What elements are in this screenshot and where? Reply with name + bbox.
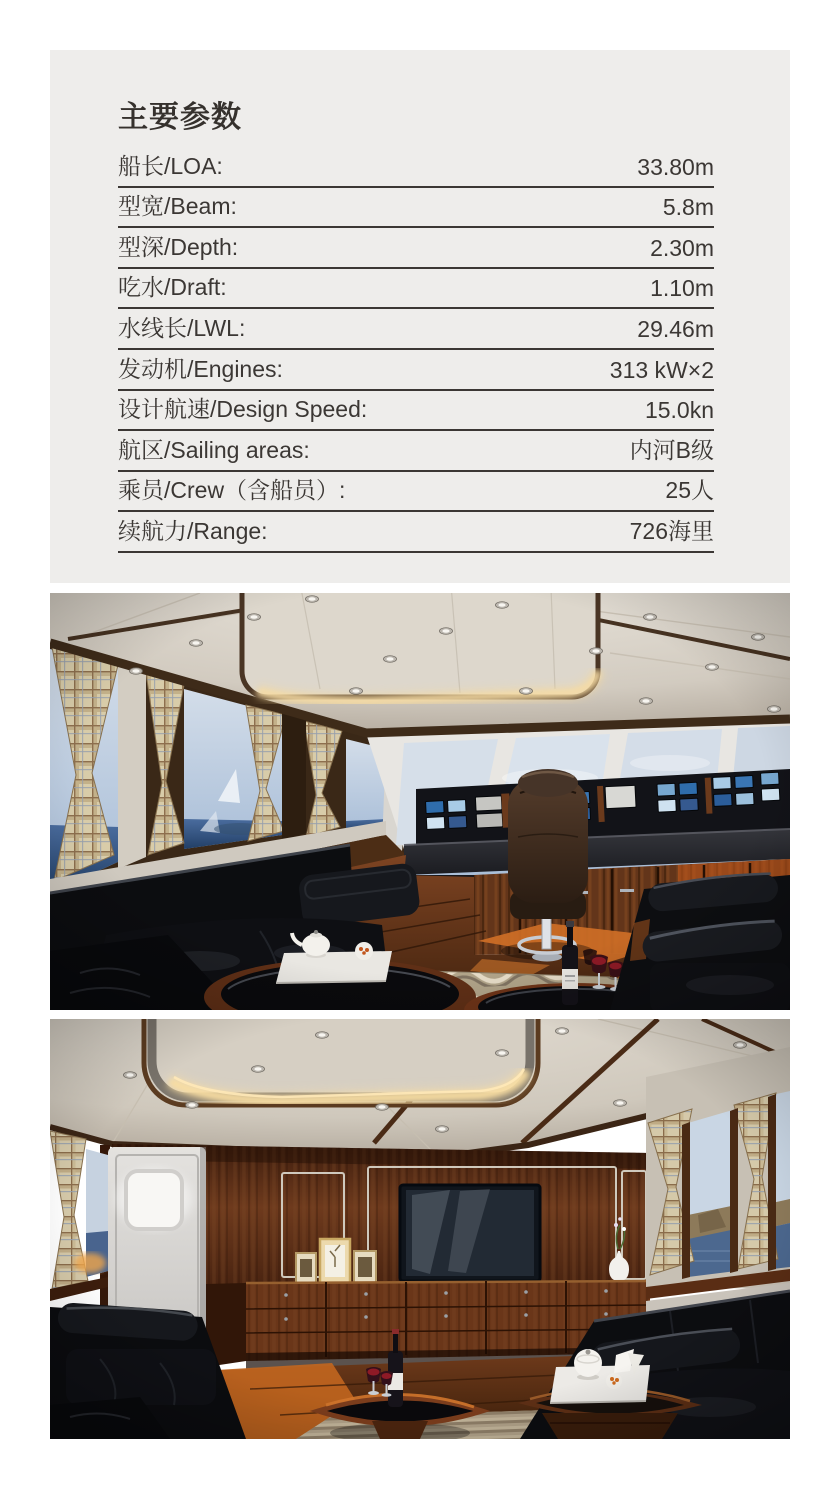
spec-label: 船长/LOA: [118, 152, 223, 179]
spec-value: 内河B级 [629, 436, 714, 463]
spec-row-range [118, 512, 714, 553]
spec-label: 发动机/Engines: [118, 355, 283, 382]
spec-title: 主要参数 [118, 101, 242, 134]
page [50, 0, 790, 1439]
spec-row-loa [118, 147, 714, 188]
spec-row-engines [118, 350, 714, 391]
spec-label: 型深/Depth: [118, 233, 239, 260]
spec-value: 33.80m [637, 153, 714, 180]
spec-row-design-speed [118, 391, 714, 432]
photo-salon-interior [50, 1019, 790, 1439]
spec-label: 型宽/Beam: [118, 193, 237, 220]
vignette [50, 593, 790, 1010]
spec-label: 航区/Sailing areas: [118, 436, 310, 463]
spec-row-crew [118, 472, 714, 513]
spec-table [118, 147, 714, 553]
spec-value: 726海里 [629, 517, 714, 544]
spec-panel [50, 50, 790, 583]
vignette [50, 1019, 790, 1439]
spec-value: 5.8m [662, 194, 714, 221]
spec-row-depth [118, 228, 714, 269]
wheelhouse-render [50, 593, 790, 1010]
spec-value: 1.10m [650, 275, 714, 302]
spec-value: 2.30m [650, 234, 714, 261]
spec-label: 吃水/Draft: [118, 274, 227, 301]
spec-value: 313 kW×2 [609, 356, 714, 383]
spec-row-sailing-areas [118, 431, 714, 472]
spec-row-lwl [118, 309, 714, 350]
spec-value: 25人 [665, 477, 714, 504]
spec-label: 乘员/Crew（含船员）: [118, 477, 346, 504]
spec-row-beam [118, 188, 714, 229]
photo-wheelhouse-interior [50, 593, 790, 1010]
salon-render [50, 1019, 790, 1439]
spec-label: 水线长/LWL: [118, 314, 246, 341]
spec-row-draft [118, 269, 714, 310]
spec-value: 15.0kn [644, 397, 714, 424]
spec-label: 续航力/Range: [118, 517, 268, 544]
spec-label: 设计航速/Design Speed: [118, 396, 368, 423]
spec-value: 29.46m [637, 315, 714, 342]
